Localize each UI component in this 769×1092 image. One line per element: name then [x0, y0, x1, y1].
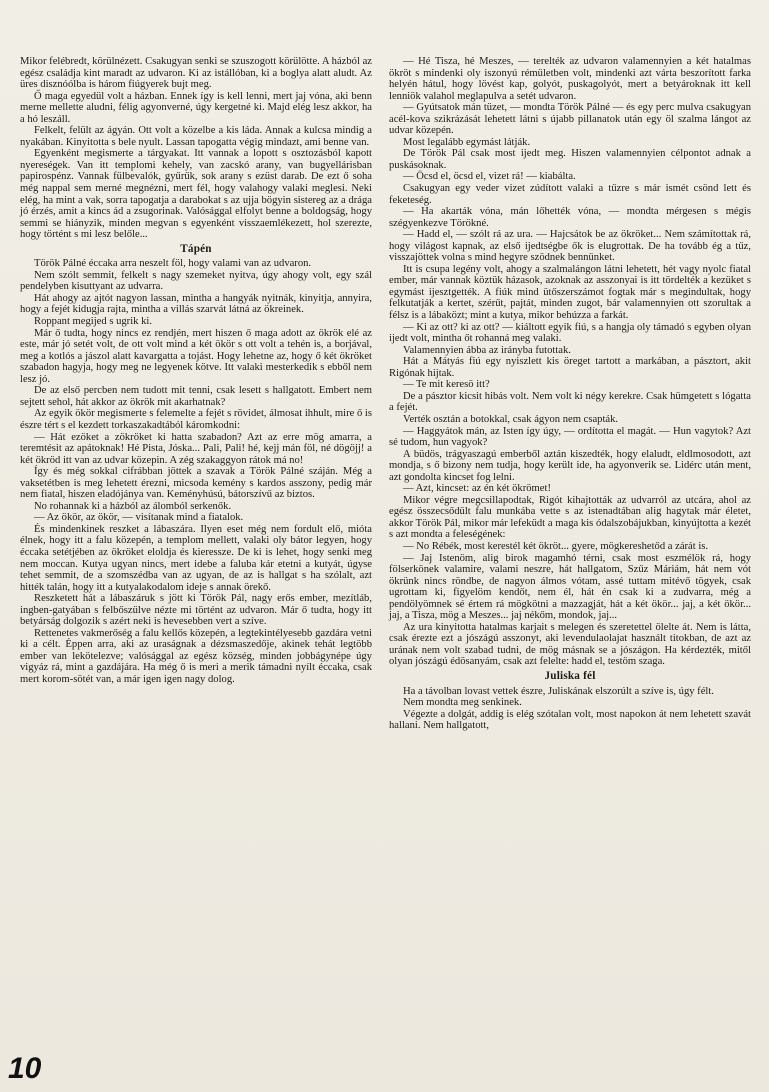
paragraph: Az ura kinyitotta hatalmas karjait s melegen és szeretettel ölelte át. Nem is látta, csak érezte ezt a jószágú asszonyt, aki levendulaolajat használt titokban, de azt az urának nem volt szabad tudni, de mög másnak se a jószágon. Ha kérdezték, mitől olyan jószágú édösanyám, csak azt felelte: hadd el, testöm szaga. [389, 621, 751, 668]
paragraph: Hát ahogy az ajtót nagyon lassan, mintha a hangyák nyitnák, kinyitja, annyira, hogy a fejét kidugja rajta, mintha a villás szarvát látná az ökreinek. [20, 292, 372, 316]
paragraph: Ha a távolban lovast vettek észre, Juliskának elszorúlt a szíve is, úgy félt. [403, 685, 714, 697]
paragraph: Nem mondta meg senkinek. [403, 697, 522, 709]
paragraph: — Gyútsatok mán tüzet, — mondta Török Pálné — és egy perc mulva csakugyan acél-kova szikrázását lehetett látni s újabb pillanatok után egy öl szalma lángot az udvar közepén. [389, 102, 751, 137]
left-column [20, 56, 372, 686]
paragraph: De Török Pál csak most ijedt meg. Hiszen valamennyien célpontot adnak a puskásoknak. [389, 148, 751, 171]
paragraph: Hát a Mátyás fiú egy nyiszlett kis öreget tartott a markában, a pásztort, akit Rigónak hijtak. [389, 356, 751, 379]
paragraph: — No Rébék, most kerestél két ökröt... gyere, mögkereshetőd a zárát is. [403, 540, 709, 552]
paragraph: — Hadd el, — szólt rá az ura. — Hajcsátok be az ökröket... Nem számítottak rá, hogy világost kapnak, az első ijedtségbe ők is elugrottak. De ha tovább ég a tűz, visszajöttek volna s mind hegyre szödnek bennünket. [389, 229, 751, 264]
paragraph: Végezte a dolgát, addig is elég szótalan volt, most napokon át nem lehetett szavát hallani. Nem hallgatott, [389, 708, 751, 732]
paragraph: De a pásztor kicsit hibás volt. Nem volt ki négy kerekre. Csak hümgetett s lógatta a fejét. [389, 390, 751, 414]
paragraph: — Hát ezöket a zökröket ki hatta szabadon? Azt az erre mög amarra, a teremtésit az apátoknak! Hé Pista, Jóska... Pali, Pali! hé, kejj mán föl, né dögöjj! a két ökröd itt van az udvar közepin. A zég szakaggyon rátok má no! [20, 431, 372, 466]
paragraph: Valamennyien ábba az irányba futottak. [403, 344, 571, 356]
paragraph: Mikor felébredt, körülnézett. Csakugyan senki se szuszogott körülötte. A házból az egész családja kint maradt az udvaron. Ki az istállóban, ki a boglya alatt aludt. Az üres disznóólba is három fiúgyerek bujt meg. [20, 56, 372, 91]
paragraph: Most legalább egymást látják. [403, 136, 531, 148]
paragraph: Csakugyan egy veder vizet zúdított valaki a tűzre s már ismét csönd lett és feketeség. [389, 183, 751, 206]
paragraph: Rettenetes vakmerőség a falu kellős közepén, a legtekintélyesebb gazdára vetni ki a célt. Éppen arra, aki az uraságnak a dézsmaszedője, akinek tehát legtöbb ember van lekötelezve; valósággal az egész község, minden jobbágynépe úgy vigyáz rá, mint a gazdájára. Ha még ő is meri a merik támadni nyílt éccaka, csak mert korom-sötét van, a már igen igen nagy dolog. [20, 627, 372, 685]
paragraph: Már ő tudta, hogy nincs ez rendjén, mert hiszen ő maga adott az ökrök elé az este, már jó setét volt, de ott volt mind a két ökör s ott volt a tehén is, a borjával, meg a kotlós a jászol alatt kavargatta a tojást. Hogy lehetne az, hogy ő két ökröket szabadon hagyja, hogy meg ne legyenek kötve. Itt valaki mesterkedik s ebből nem lesz jó. [20, 327, 372, 385]
paragraph: Mikor végre megcsillapodtak, Rigót kihajtották az udvarról az utcára, ahol az egész összecsődült falu munkába vette s az istenadtában alig hagytak már életet, akkor Török Pál, mikor már lefeküdt a maga kis ódalszobájukban, kinyújtotta a kezét s azt mondta a feleségének: [389, 494, 751, 541]
page-number: 10 [8, 1052, 42, 1085]
paragraph: — Ki az ott? ki az ott? — kiáltott egyik fiú, s a hangja oly támadó s egyben olyan ijedt volt, mintha őt rohanná meg valaki. [389, 321, 751, 345]
paragraph: Török Pálné éccaka arra neszelt föl, hogy valami van az udvaron. [34, 258, 312, 270]
paragraph: — Hé Tisza, hé Meszes, — terelték az udvaron valamennyien a két hatalmas ökröt s mindenki oly iszonyú rémületben volt, mindenki azt várta beszorított farka helyén hátul, hogy lövést kap, golyót, puskagolyót, mert a betyároknak itt kell lenniök valahol meglapulva a setét udvaron. [389, 56, 751, 102]
paragraph: — Az ökör, az ökör, — visítanak mind a fiatalok. [34, 512, 244, 524]
paragraph: Egyenként megismerte a tárgyakat. Itt vannak a lopott s osztozásból kapott nyereségek. Van itt templomi kehely, van zacskó arany, van bugyellárisban papirospénz. Vannak fülbevalók, gyűrűk, sok arany s ezüst darab. De ezt ő soha még nappal sem merné megnézni, mert fél, hogy valahogy valaki meglesi. Neki elég, ha mint a vak, sorra tapogatja a darabokat s az ujja bögyin sistereg az a drága jó érzés, amit a kincs ád a zsugorinak. Valósággal elfolyt benne a boldogság, hogy semmi se hiányzik, minden megvan s egyenként visszaemlékezett, hol szerezte, hogy történt s mi lesz belőle... [20, 148, 372, 241]
paragraph: — Azt, kincset: az én két ökrömet! [403, 483, 551, 495]
paragraph: Ő maga egyedül volt a házban. Ennek így is kell lenni, mert jaj vóna, aki benn merne mellette aludni, félig agyonverné, úgy kergetné ki. Majd elég lesz akkor, ha a hó leszáll. [20, 90, 372, 125]
section-heading-juliska-fel: Juliska fél [544, 669, 596, 682]
paragraph: No rohannak ki a házból az álomból serkenők. [34, 500, 232, 512]
paragraph: — Haggyátok mán, az Isten így úgy, — ordította el magát. — Hun vagytok? Azt sé tudom, hun vagyok? [389, 425, 751, 449]
paragraph: Reszketett hát a lábaszáruk s jött ki Török Pál, nagy erős ember, mezítláb, ingben-gatyában s felbőszülve nézte mi történt az udvaron. Már ő tudta, hogy itt betyárság dolgozik s azért neki is hevesebben vert a szíve. [20, 593, 372, 628]
paragraph: — Öcsd el, öcsd el, vizet rá! — kiabálta. [403, 171, 576, 183]
paragraph: — Jaj Istenöm, alig birok magamhó térni, csak most eszmélök rá, hogy fölserkönek valamire, valami neszre, hát hallgatom, Szűz Máriám, hát nem vót ökrünk nincs röndbe, de nagyon álmos vótam, assé tuttam mitévő tögyek, csak ugrottam ki, figyelöm kendőt, nem él, hát én csak ki a zudvarra, még a pendölyömnek sé értem rá mögkötni a mazzagját, hát a két ökör... jaj, a két ökör... jaj, a Tisza, mög a Meszes... jaj nékőm, mondok, jaj... [389, 552, 751, 622]
paragraph: Verték osztán a botokkal, csak ágyon nem csapták. [403, 413, 619, 425]
section-heading-tapen: Tápén [180, 242, 212, 255]
paragraph: Az egyik ökör megismerte s felemelte a fejét s rövidet, álmosat ihhult, mire ő is észre tért s el kezdett torkaszakadtából káromkodni: [20, 408, 372, 431]
paragraph: És mindenkinek reszket a lábaszára. Ilyen eset még nem fordult elő, mióta élnek, hogy itt a falu közepén, a templom mellett, valaki oly bátor legyen, hogy éccaka setétjében az ökröket eloldja és kieressze. De ki is lehet, hogy senki meg nem moccan. Kutya ugyan nincs, mert idebe a faluba kár etetni a kutyát, úgyse tehet semmit, de a szomszédba van az ugyan, de az is hallgat s ha szólalt, azt hitték talán, hogy itt a kutyalakodalom ideje s annak örekő. [20, 523, 372, 593]
paragraph: Itt is csupa legény volt, ahogy a szalmalángon látni lehetett, hét vagy nyolc fiatal ember, már vannak köztük házasok, azoknak az asszonyai is itt tördelték a kezüket s egymást ijesztgették. A fiúk mind ütőszerszámot fogtak már s megindultak, hogy felkutatják a kertet, szérűt, pajtát, minden zugot, bár valamennyien ott szorultak a félsz is a lábaközt; mint a kutya, mikor behúzza a farkát. [389, 263, 751, 322]
paragraph: De az első percben nem tudott mit tenni, csak lesett s hallgatott. Embert nem sejtett sehol, hát akkor az ökrök mit akarhatnak? [20, 385, 372, 408]
paragraph: — Ha akarták vóna, mán lőhették vóna, — mondta mérgesen s mégis szégyenkezve Törökné. [389, 206, 751, 229]
paragraph: A büdös, trágyaszagú emberből aztán kiszedték, hogy elaludt, eldlmosodott, azt mondja, s ő bizony nem tudja, hogy került ide, ha agyonverik se. Lidérc után ment, azt gondolta kincset fog lelni. [389, 448, 751, 483]
paragraph: Nem szólt semmit, felkelt s nagy szemeket nyitva, úgy ahogy volt, egy szál pendelyben kisuttyant az udvarra. [20, 269, 372, 293]
right-column [389, 56, 751, 732]
paragraph: Roppant megijed s ugrik ki. [34, 316, 152, 328]
paragraph: — Te mit keresö itt? [403, 379, 490, 391]
paragraph: Így és még sokkal cifrábban jöttek a szavak a Török Pálné száján. Még a vaksetétben is meg lehetett érezni, micsoda kemény s kardos asszony, pedig már nem fiatal, hiszen eladójánya van. Keményhúsú, bátorszívű az biztos. [20, 466, 372, 501]
paragraph: Felkelt, felült az ágyán. Ott volt a közelbe a kis láda. Annak a kulcsa mindig a nyakában. Kinyitotta s bele nyult. Lassan tapogatta végig mindazt, ami benne van. [20, 125, 372, 148]
